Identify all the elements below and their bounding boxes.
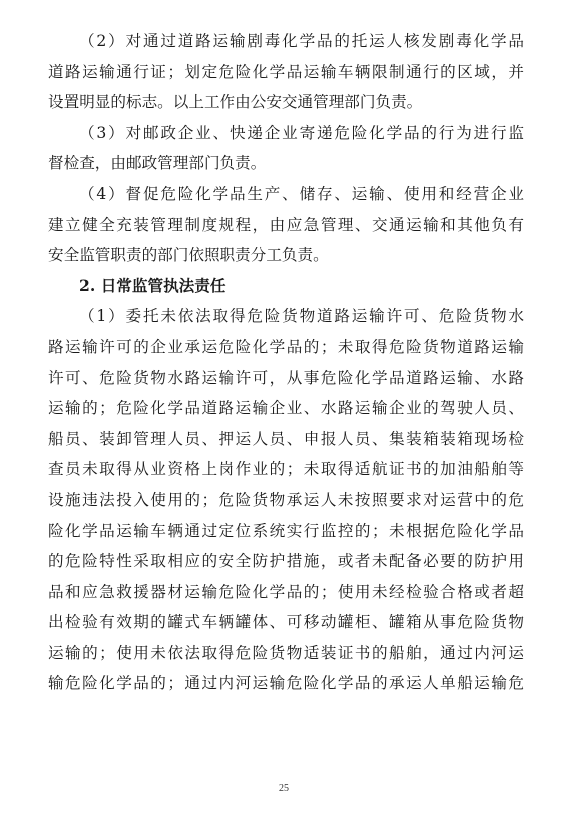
section-heading: 2. 日常监管执法责任 — [79, 275, 226, 295]
text-line: （3）对邮政企业、快递企业寄递危险化学品的行为进行监 — [79, 123, 524, 142]
text-line: 查员未取得从业资格上岗作业的；未取得适航证书的加油船舶等 — [48, 460, 524, 479]
text-line: 道路运输通行证；划定危险化学品运输车辆限制通行的区域，并 — [48, 62, 524, 81]
text-line: 许可、危险货物水路运输许可，从事危险化学品道路运输、水路 — [48, 368, 524, 387]
text-line: 安全监管职责的部门依照职责分工负责。 — [48, 246, 329, 265]
page-number: 25 — [279, 783, 289, 794]
document-body — [48, 26, 524, 699]
text-line: 出检验有效期的罐式车辆罐体、可移动罐柜、罐箱从事危险货物 — [48, 613, 524, 632]
text-line: （1）委托未依法取得危险货物道路运输许可、危险货物水 — [79, 307, 524, 326]
text-line: 路运输许可的企业承运危险化学品的；未取得危险货物道路运输 — [48, 337, 524, 356]
text-line: 船员、装卸管理人员、押运人员、申报人员、集装箱装箱现场检 — [48, 429, 524, 448]
text-line: 建立健全充装管理制度规程，由应急管理、交通运输和其他负有 — [48, 215, 524, 234]
text-line: 运输的；危险化学品道路运输企业、水路运输企业的驾驶人员、 — [48, 399, 524, 418]
text-line: 输危险化学品的；通过内河运输危险化学品的承运人单船运输危 — [48, 674, 524, 693]
text-line: 督检查，由邮政管理部门负责。 — [48, 154, 267, 173]
text-line: 的危险特性采取相应的安全防护措施，或者未配备必要的防护用 — [48, 552, 524, 571]
text-line: （2）对通过道路运输剧毒化学品的托运人核发剧毒化学品 — [79, 32, 524, 50]
text-line: （4）督促危险化学品生产、储存、运输、使用和经营企业 — [79, 184, 524, 203]
text-line: 设置明显的标志。以上工作由公安交通管理部门负责。 — [48, 93, 423, 112]
text-line: 设施违法投入使用的；危险货物承运人未按照要求对运营中的危 — [48, 490, 524, 509]
text-line: 运输的；使用未依法取得危险货物适装证书的船舶，通过内河运 — [48, 643, 524, 662]
text-line: 险化学品运输车辆通过定位系统实行监控的；未根据危险化学品 — [48, 521, 524, 540]
text-line: 品和应急救援器材运输危险化学品的；使用未经检验合格或者超 — [48, 582, 524, 601]
